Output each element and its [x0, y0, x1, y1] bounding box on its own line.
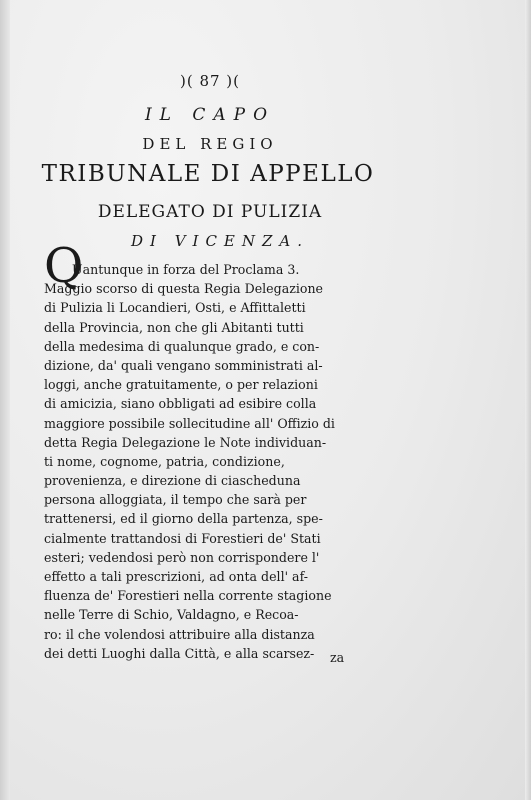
text-line: detta Regia Delegazione le Note individuan- — [44, 434, 327, 450]
text-line: maggiore possibile sollecitudine all' Offizio di — [44, 415, 335, 431]
text-line: ti nome, cognome, patria, condizione, — [44, 453, 285, 469]
heading-line-2: DEL REGIO — [142, 135, 278, 153]
heading-line-1: IL CAPO — [144, 105, 276, 125]
text-line: persona alloggiata, il tempo che sarà per — [44, 492, 307, 508]
catchword: za — [330, 650, 345, 665]
heading-line-4: DELEGATO DI PULIZIA — [97, 202, 323, 222]
text-line: della Provincia, non che gli Abitanti tutti — [44, 319, 304, 335]
drop-cap: Q — [44, 238, 84, 294]
text-line: effetto a tali prescrizioni, ad onta dell' af- — [44, 569, 309, 584]
body-text — [44, 260, 374, 663]
text-line: nelle Terre di Schio, Valdagno, e Recoa- — [44, 607, 299, 623]
text-line: ro: il che volendosi attribuire alla distanza — [44, 626, 315, 642]
text-line: della medesima di qualunque grado, e con- — [44, 338, 320, 354]
text-line: dizione, da' quali vengano somministrati al- — [44, 357, 323, 373]
text-line: provenienza, e direzione di ciascheduna — [44, 473, 301, 489]
text-line: di amicizia, siano obbligati ad esibire colla — [44, 396, 317, 412]
text-line: dei detti Luoghi dalla Città, e alla scarsez- — [44, 645, 315, 661]
page-number: )( 87 )( — [179, 72, 241, 90]
text-line: loggi, anche gratuitamente, o per relazioni — [44, 377, 318, 393]
text-line: Maggio scorso di questa Regia Delegazione — [44, 281, 324, 297]
text-line: trattenersi, ed il giorno della partenza, spe- — [44, 511, 323, 527]
heading-line-5: DI VICENZA. — [130, 232, 310, 250]
text-line: di Pulizia li Locandieri, Osti, e Affittaletti — [44, 300, 306, 316]
text-line: esteri; vedendosi però non corrispondere l' — [44, 549, 320, 565]
text-line: cialmente trattandosi di Forestieri de' Stati — [44, 530, 321, 546]
text-line: fluenza de' Forestieri nella corrente stagione — [44, 588, 332, 604]
text-line: Uantunque in forza del Proclama 3. — [72, 262, 300, 277]
heading-line-3: TRIBUNALE DI APPELLO — [41, 161, 375, 187]
